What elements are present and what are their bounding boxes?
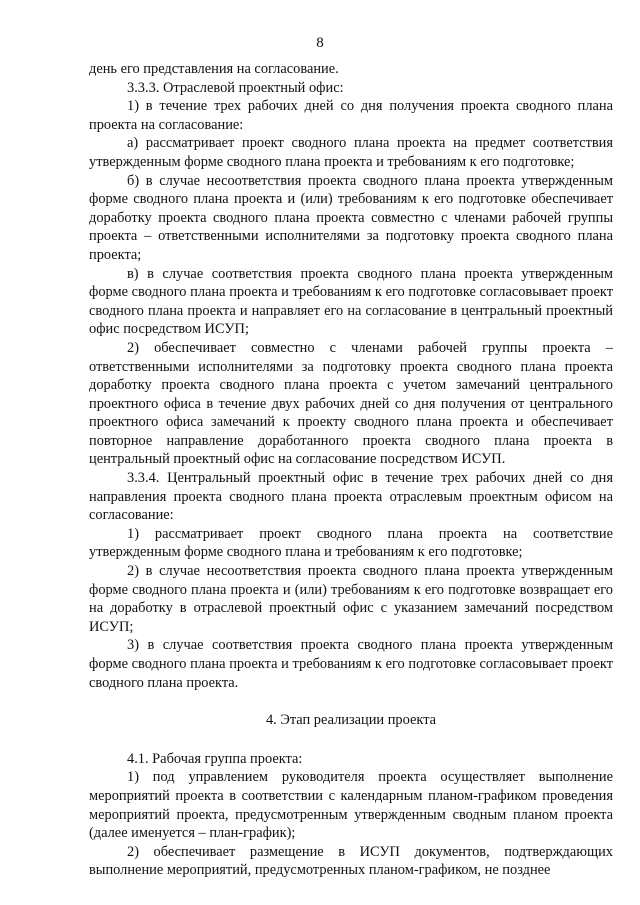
paragraph: 3.3.3. Отраслевой проектный офис: (127, 79, 344, 96)
paragraph: 1) в течение трех рабочих дней со дня получения проекта сводного плана проекта на согласование: (89, 98, 613, 133)
spacer (89, 692, 613, 711)
page-number: 8 (316, 35, 324, 51)
paragraph: 3) в случае соответствия проекта сводного плана проекта утвержденным форме сводного плана проекта и требованиям к его подготовке согласовывает проект сводного плана проекта. (89, 637, 613, 691)
paragraph: а) рассматривает проект сводного плана проекта на предмет соответствия утвержденным форме сводного плана проекта и требованиям к его подготовке; (89, 135, 613, 170)
document-body (89, 60, 613, 880)
paragraph: 2) в случае несоответствия проекта сводного плана проекта утвержденным форме сводного плана проекта и (или) требованиям к его подготовке возвращает его на доработку в отраслевой проектный офис с указанием замечаний посредством ИСУП; (89, 563, 613, 635)
paragraph: 2) обеспечивает совместно с членами рабочей группы проекта – ответственными исполнителями за подготовку проекта сводного плана проекта доработку проекта сводного плана проекта с учетом замечаний центрального проектного офиса в течение двух рабочих дней со дня получения от центрального проектного офиса замечаний к проекту сводного плана проекта и обеспечивает повторное направление доработанного проекта сводного плана проекта в центральный проектный офис на согласование посредством ИСУП. (89, 339, 613, 468)
paragraph: б) в случае несоответствия проекта сводного плана проекта утвержденным форме сводного плана проекта и (или) требованиям к его подготовке обеспечивает доработку проекта сводного плана проекта совместно с членами рабочей группы проекта – ответственными исполнителями за подготовку проекта сводного плана проекта; (89, 172, 613, 263)
paragraph: 2) обеспечивает размещение в ИСУП документов, подтверждающих выполнение мероприятий, предусмотренных планом-графиком, не позднее (89, 843, 613, 879)
paragraph: в) в случае соответствия проекта сводного плана проекта утвержденным форме сводного плана проекта и требованиям к его подготовке согласовывает проект сводного плана проекта и направляет его на согласование в центральный проектный офис посредством ИСУП; (89, 265, 613, 338)
section-heading: 4. Этап реализации проекта (265, 712, 437, 729)
spacer (89, 730, 613, 750)
paragraph: 1) под управлением руководителя проекта осуществляет выполнение мероприятий проекта в соответствии с календарным планом-графиком проведения мероприятий проекта, предусмотренным утвержденным сводным планом проекта (далее именуется – план-график); (89, 769, 613, 842)
paragraph: 4.1. Рабочая группа проекта: (127, 750, 303, 767)
paragraph: день его представления на согласование. (89, 61, 339, 77)
paragraph: 3.3.4. Центральный проектный офис в течение трех рабочих дней со дня направления проекта сводного плана проекта отраслевым проектным офисом на согласование: (89, 470, 613, 524)
paragraph: 1) рассматривает проект сводного плана проекта на соответствие утвержденным форме сводного плана и требованиям к его подготовке; (89, 525, 613, 561)
